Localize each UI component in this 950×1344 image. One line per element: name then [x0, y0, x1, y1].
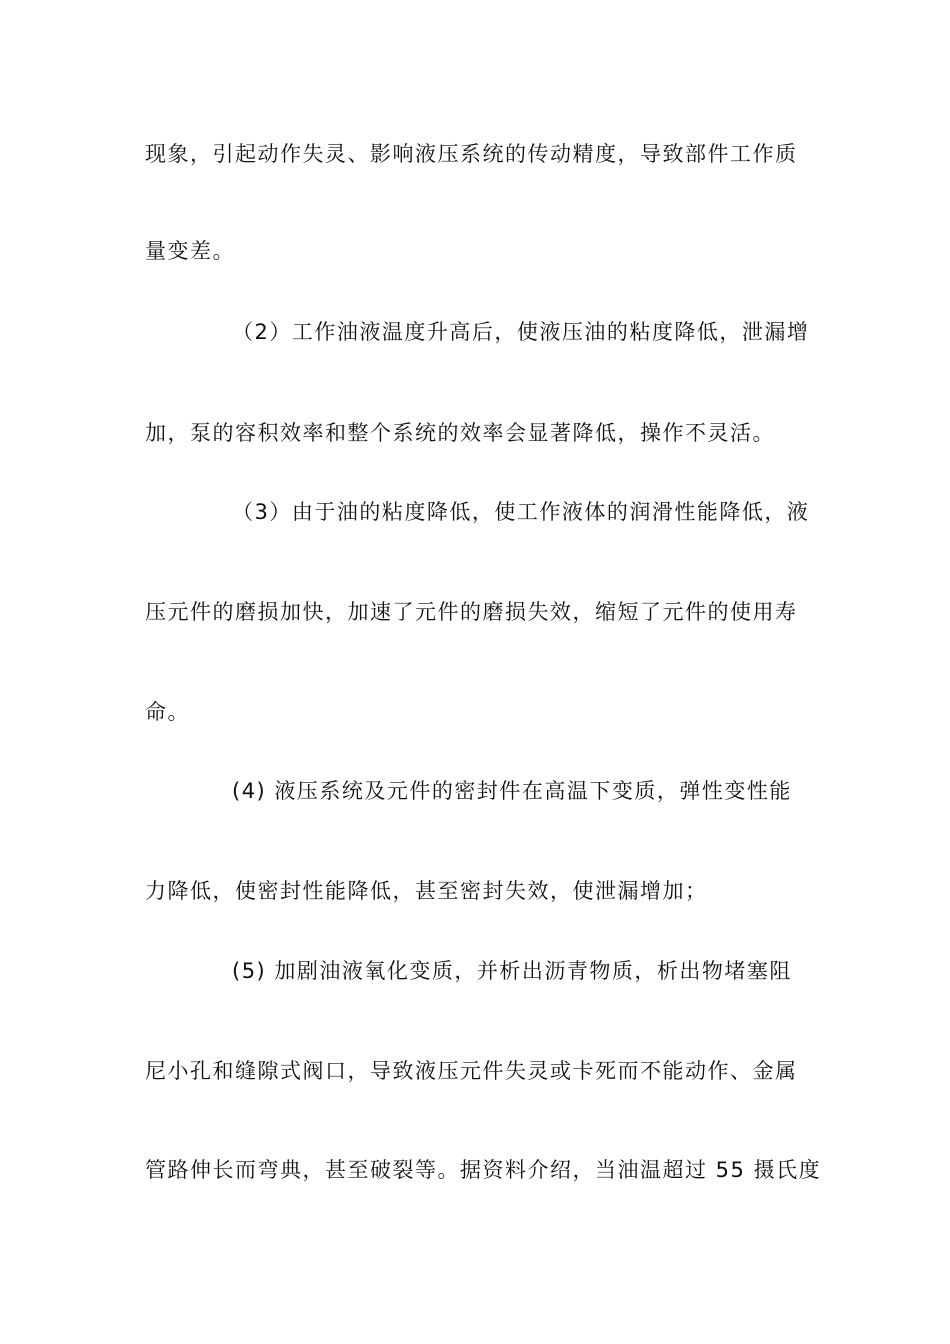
paragraph-line: （2）工作油液温度升高后，使液压油的粘度降低，泄漏增	[232, 320, 810, 344]
paragraph-line: (5) 加剧油液氧化变质，并析出沥青物质，析出物堵塞阻	[232, 959, 792, 983]
paragraph-line: 管路伸长而弯典，甚至破裂等。据资料介绍，当油温超过 55 摄氏度	[145, 1158, 822, 1182]
paragraph-line: 命。	[145, 700, 190, 724]
paragraph-line: 力降低，使密封性能降低，甚至密封失效，使泄漏增加；	[145, 879, 708, 903]
paragraph-line: (4) 液压系统及元件的密封件在高温下变质，弹性变性能	[232, 779, 792, 803]
paragraph-line: 压元件的磨损加快，加速了元件的磨损失效，缩短了元件的使用寿	[145, 600, 798, 624]
paragraph-line: 现象，引起动作失灵、影响液压系统的传动精度，导致部件工作质	[145, 142, 798, 166]
paragraph-line: 加，泵的容积效率和整个系统的效率会显著降低，操作不灵活。	[145, 421, 775, 445]
paragraph-line: 尼小孔和缝隙式阀口，导致液压元件失灵或卡死而不能动作、金属	[145, 1059, 798, 1083]
paragraph-line: 量变差。	[145, 239, 235, 263]
paragraph-line: （3）由于油的粘度降低，使工作液体的润滑性能降低，液	[232, 500, 810, 524]
